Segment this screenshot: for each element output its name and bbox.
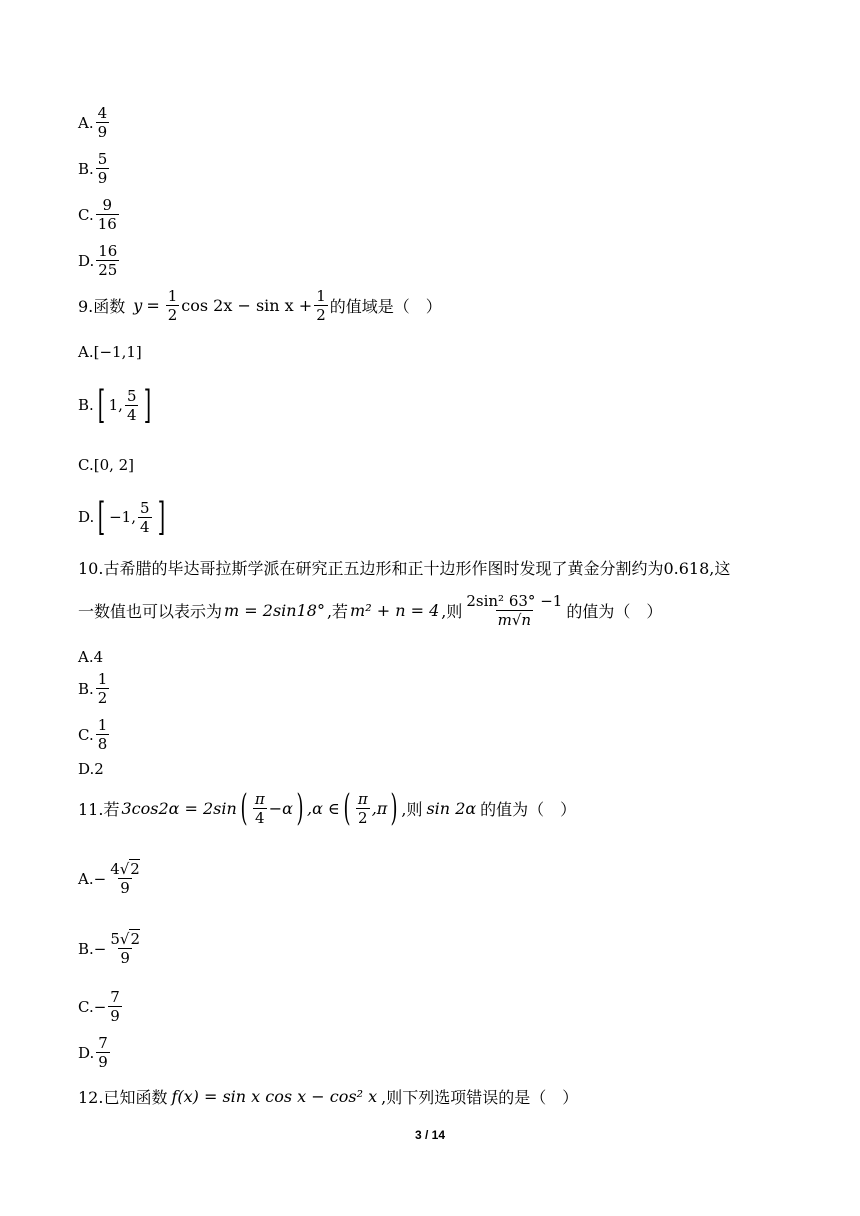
q10-text: 10.古希腊的毕达哥拉斯学派在研究正五边形和正十边形作图时发现了黄金分割约为0.618,这 (78, 559, 731, 578)
q11-option-b (78, 930, 144, 967)
q10-option-c (78, 716, 111, 753)
q11-text: ,则 (401, 800, 423, 819)
numerator: 5 (97, 150, 108, 168)
denominator: 8 (97, 735, 108, 753)
fraction-half (166, 287, 180, 324)
denominator: m√n (497, 611, 532, 629)
denominator: 2 (358, 809, 368, 827)
q11-option-a (78, 860, 144, 897)
q9-option-a (78, 343, 142, 361)
fraction (96, 242, 119, 279)
q11-membership: ,α ∈ (306, 799, 340, 818)
coefficient: 5 (110, 930, 120, 948)
q11-lhs: 3cos2α = 2sin (121, 799, 237, 818)
numerator: 5 (139, 498, 150, 517)
option-label: B. (78, 159, 94, 178)
denominator: 4 (255, 809, 265, 827)
option-label: B. (78, 396, 94, 414)
denominator: 16 (97, 215, 117, 233)
q11-target: sin 2α (426, 799, 477, 818)
q12-function: f(x) = sin x cos x − cos² x (171, 1087, 378, 1106)
denominator: 9 (98, 1053, 108, 1071)
fraction (125, 387, 139, 424)
q11-option-d (78, 1034, 112, 1071)
q11-minus-alpha: −α (268, 799, 293, 818)
coefficient: 4 (110, 860, 120, 878)
q9-option-c (78, 456, 134, 474)
left-paren: ( (240, 787, 248, 829)
denominator: 9 (97, 123, 108, 141)
option-label: B. (78, 939, 94, 958)
option-label: D. (78, 251, 95, 270)
option-text: A.[−1,1] (78, 343, 142, 361)
q9-prefix: 9.函数 (78, 297, 126, 316)
denominator: 4 (126, 405, 137, 424)
fraction (96, 104, 110, 141)
q12-suffix: ,则下列选项错误的是（ ） (381, 1088, 579, 1107)
fraction (108, 988, 122, 1025)
minus-sign: − (93, 939, 107, 958)
q11-pi: ,π (371, 799, 388, 818)
q10-line1 (78, 556, 730, 579)
q10-text: 的值为（ ） (566, 602, 663, 621)
q10-line2 (78, 592, 662, 629)
option-text: D.2 (78, 760, 104, 778)
q10-option-d (78, 760, 104, 778)
q8-option-d (78, 242, 121, 279)
numerator: 9 (102, 196, 113, 214)
numerator: 5√2 (110, 930, 141, 948)
q9-option-d (78, 495, 168, 539)
numerator: 4√2 (110, 860, 140, 878)
q11-stem (78, 787, 577, 829)
option-label: A. (78, 113, 94, 132)
q10-fraction (464, 592, 564, 629)
q11-text: 的值为（ ） (480, 800, 577, 819)
right-bracket: ] (144, 383, 152, 427)
right-paren: ) (390, 787, 398, 829)
q10-option-a (78, 648, 103, 666)
option-text: A.4 (78, 648, 104, 666)
numerator: 2sin² 63° −1 (466, 592, 563, 610)
equals-sign: = (146, 296, 160, 315)
q12-prefix: 12.已知函数 (78, 1088, 168, 1107)
fraction-half (314, 287, 328, 324)
denominator: 2 (167, 306, 178, 324)
option-label: C. (78, 205, 94, 224)
q9-suffix: 的值域是（ ） (329, 297, 442, 316)
left-bracket: [ (97, 383, 105, 427)
q9-stem (78, 287, 442, 324)
q8-option-c (78, 196, 121, 233)
q11-prefix: 11.若 (78, 800, 120, 819)
q12-stem (78, 1085, 578, 1108)
right-bracket: ] (157, 495, 165, 539)
interval (94, 383, 156, 427)
numerator: 4 (97, 104, 108, 122)
option-text: C.[0, 2] (78, 456, 135, 474)
interval-left: −1, (109, 508, 136, 526)
q9-expression: cos 2x − sin x + (181, 296, 313, 315)
q8-option-b (78, 150, 111, 187)
left-paren: ( (343, 787, 351, 829)
interval (94, 495, 168, 539)
q10-text: ,若 (326, 602, 349, 621)
fraction (96, 150, 110, 187)
radicand: 2 (130, 930, 141, 948)
denominator: 2 (97, 689, 108, 707)
denominator: 9 (120, 879, 130, 897)
denominator: 9 (110, 1007, 120, 1025)
numerator: 1 (97, 716, 108, 734)
fraction-pi-4 (253, 790, 267, 827)
numerator: π (254, 790, 265, 808)
q9-option-b (78, 383, 155, 427)
q10-text: ,则 (441, 602, 463, 621)
option-label: C. (78, 997, 94, 1016)
q10-option-b (78, 670, 111, 707)
left-bracket: [ (97, 495, 106, 539)
denominator: 9 (97, 169, 108, 187)
option-label: D. (78, 508, 95, 526)
numerator: 5 (126, 386, 137, 405)
option-label: D. (78, 1043, 95, 1062)
option-label: A. (78, 869, 94, 888)
radicand: 2 (130, 860, 140, 878)
fraction (96, 1034, 110, 1071)
numerator: π (357, 790, 368, 808)
fraction (96, 716, 110, 753)
q10-condition: m² + n = 4 (350, 601, 440, 620)
option-label: C. (78, 725, 94, 744)
q8-option-a (78, 104, 111, 141)
numerator: 7 (98, 1034, 108, 1052)
fraction-pi-2 (356, 790, 370, 827)
page-number: 3 / 14 (414, 1128, 446, 1142)
denominator: 2 (316, 306, 326, 324)
fraction (108, 860, 142, 897)
fraction (108, 930, 142, 967)
interval-left: 1, (108, 396, 123, 414)
numerator: 7 (110, 988, 120, 1006)
q10-text: 一数值也可以表示为 (78, 602, 223, 621)
denominator: 25 (98, 261, 118, 279)
var-y: y (133, 296, 143, 315)
fraction (96, 670, 110, 707)
numerator: 16 (98, 242, 118, 260)
q10-m-def: m = 2sin18° (224, 601, 325, 620)
minus-sign: − (93, 997, 107, 1016)
numerator: 1 (316, 287, 326, 305)
fraction (96, 196, 119, 233)
q11-option-c (78, 988, 124, 1025)
numerator: 1 (97, 670, 108, 688)
fraction (138, 499, 152, 536)
right-paren: ) (296, 787, 304, 829)
option-label: B. (78, 679, 94, 698)
minus-sign: − (93, 869, 107, 888)
denominator: 4 (139, 517, 150, 536)
denominator: 9 (120, 949, 130, 967)
numerator: 1 (167, 287, 178, 305)
